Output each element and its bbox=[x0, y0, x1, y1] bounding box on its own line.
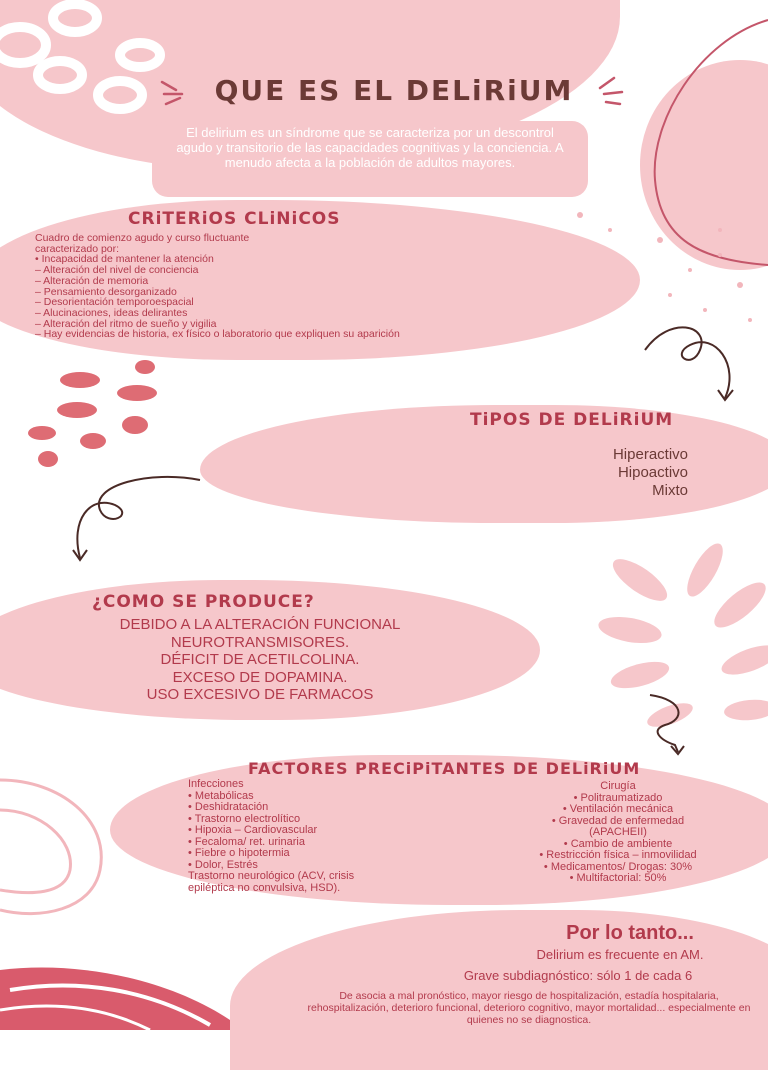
factor-item: • Fecaloma/ ret. urinaria bbox=[188, 835, 305, 848]
factor-item: • Politraumatizado bbox=[573, 791, 663, 804]
criterios-line: – Pensamiento desorganizado bbox=[35, 285, 177, 298]
factor-item: Infecciones bbox=[188, 778, 244, 790]
red-dots bbox=[20, 355, 200, 475]
conclusion-line-2: Grave subdiagnóstico: sólo 1 de cada 6 bbox=[463, 968, 693, 983]
criterios-line: – Hay evidencias de historia, ex físico o laboratorio que expliquen su aparición bbox=[35, 328, 400, 341]
factor-item: • Hipoxia – Cardiovascular bbox=[188, 824, 318, 836]
criterios-line: – Alteración del nivel de conciencia bbox=[35, 264, 199, 277]
factor-item: • Fiebre o hipotermia bbox=[188, 847, 290, 859]
factor-item: • Multifactorial: 50% bbox=[569, 872, 667, 884]
factor-item: epiléptica no convulsiva, HSD). bbox=[188, 881, 341, 894]
produce-list bbox=[30, 616, 490, 704]
title-accent-right-icon bbox=[596, 74, 626, 104]
tipo-item: Hiperactivo bbox=[612, 446, 688, 463]
intro-box bbox=[152, 121, 588, 197]
criterios-line: • Incapacidad de mantener la atención bbox=[35, 253, 214, 266]
arrow-left-icon bbox=[70, 470, 210, 560]
factor-item: • Gravedad de enfermedad bbox=[551, 814, 685, 827]
factor-item: • Trastorno electrolítico bbox=[188, 812, 301, 825]
criterios-line: caracterizado por: bbox=[35, 242, 120, 255]
factores-left-list bbox=[188, 779, 354, 894]
factores-right-list bbox=[488, 781, 748, 885]
tipo-item: Mixto bbox=[652, 482, 688, 499]
outline-curves-left bbox=[0, 760, 130, 930]
conclusion-line-1: Delirium es frecuente en AM. bbox=[536, 947, 704, 962]
tipos-list bbox=[500, 446, 688, 500]
produce-line: EXCESO DE DOPAMINA. bbox=[172, 668, 348, 686]
intro-text: El delirium es un síndrome que se caracteriza por un descontrol agudo y transitorio de las capacidades cognitivas y la conciencia. A menudo afecta a la población de adultos mayores. bbox=[176, 125, 564, 170]
arrow-right-icon bbox=[640, 320, 760, 410]
produce-title: ¿COMO SE PRODUCE? bbox=[92, 592, 315, 612]
tipo-item: Hipoactivo bbox=[617, 464, 688, 481]
arrow-down-icon bbox=[640, 690, 700, 760]
criterios-title: CRiTERiOS CLiNiCOS bbox=[128, 209, 341, 229]
factor-item: • Medicamentos/ Drogas: 30% bbox=[543, 860, 693, 873]
criterios-line: – Alteración de memoria bbox=[35, 274, 149, 287]
tipos-title: TiPOS DE DELiRiUM bbox=[470, 410, 674, 430]
criterios-line: – Alucinaciones, ideas delirantes bbox=[35, 306, 188, 319]
produce-line: USO EXCESIVO DE FARMACOS bbox=[146, 686, 374, 703]
page-title: QUE ES EL DELiRiUM bbox=[214, 74, 574, 107]
factor-item: • Ventilación mecánica bbox=[562, 803, 674, 815]
bottom-left-stripes bbox=[0, 960, 230, 1030]
ring-pattern bbox=[0, 0, 200, 130]
factor-item: • Deshidratación bbox=[188, 801, 269, 813]
criterios-list bbox=[35, 233, 400, 340]
factor-item: Trastorno neurológico (ACV, crisis bbox=[188, 870, 355, 882]
factor-item: • Dolor, Estrés bbox=[188, 858, 258, 871]
criterios-line: Cuadro de comienzo agudo y curso fluctuante bbox=[35, 232, 250, 244]
conclusion-title: Por lo tanto... bbox=[566, 922, 694, 944]
produce-line: DEBIDO A LA ALTERACIÓN FUNCIONAL bbox=[119, 616, 401, 633]
factores-title: FACTORES PRECiPiTANTES DE DELiRiUM bbox=[248, 759, 641, 778]
factor-item: • Cambio de ambiente bbox=[563, 837, 673, 850]
produce-line: DÉFICIT DE ACETILCOLINA. bbox=[160, 651, 360, 668]
criterios-line: – Desorientación temporoespacial bbox=[35, 296, 194, 309]
produce-line: NEUROTRANSMISORES. bbox=[170, 633, 350, 651]
title-accent-left-icon bbox=[160, 78, 190, 108]
conclusion-line-3: De asocia a mal pronóstico, mayor riesgo de hospitalización, estadía hospitalaria, rehospitalización, deterioro funcional, deterioro cognitivo, mayor mortalidad... especialmente en quienes no se diagnostica. bbox=[307, 990, 751, 1026]
factor-item: (APACHEII) bbox=[589, 826, 647, 838]
factor-item: Cirugía bbox=[600, 780, 636, 792]
criterios-line: – Alteración del ritmo de sueño y vigilia bbox=[35, 317, 217, 330]
factor-item: • Metabólicas bbox=[188, 789, 254, 802]
factor-item: • Restricción física – inmovilidad bbox=[539, 849, 697, 861]
